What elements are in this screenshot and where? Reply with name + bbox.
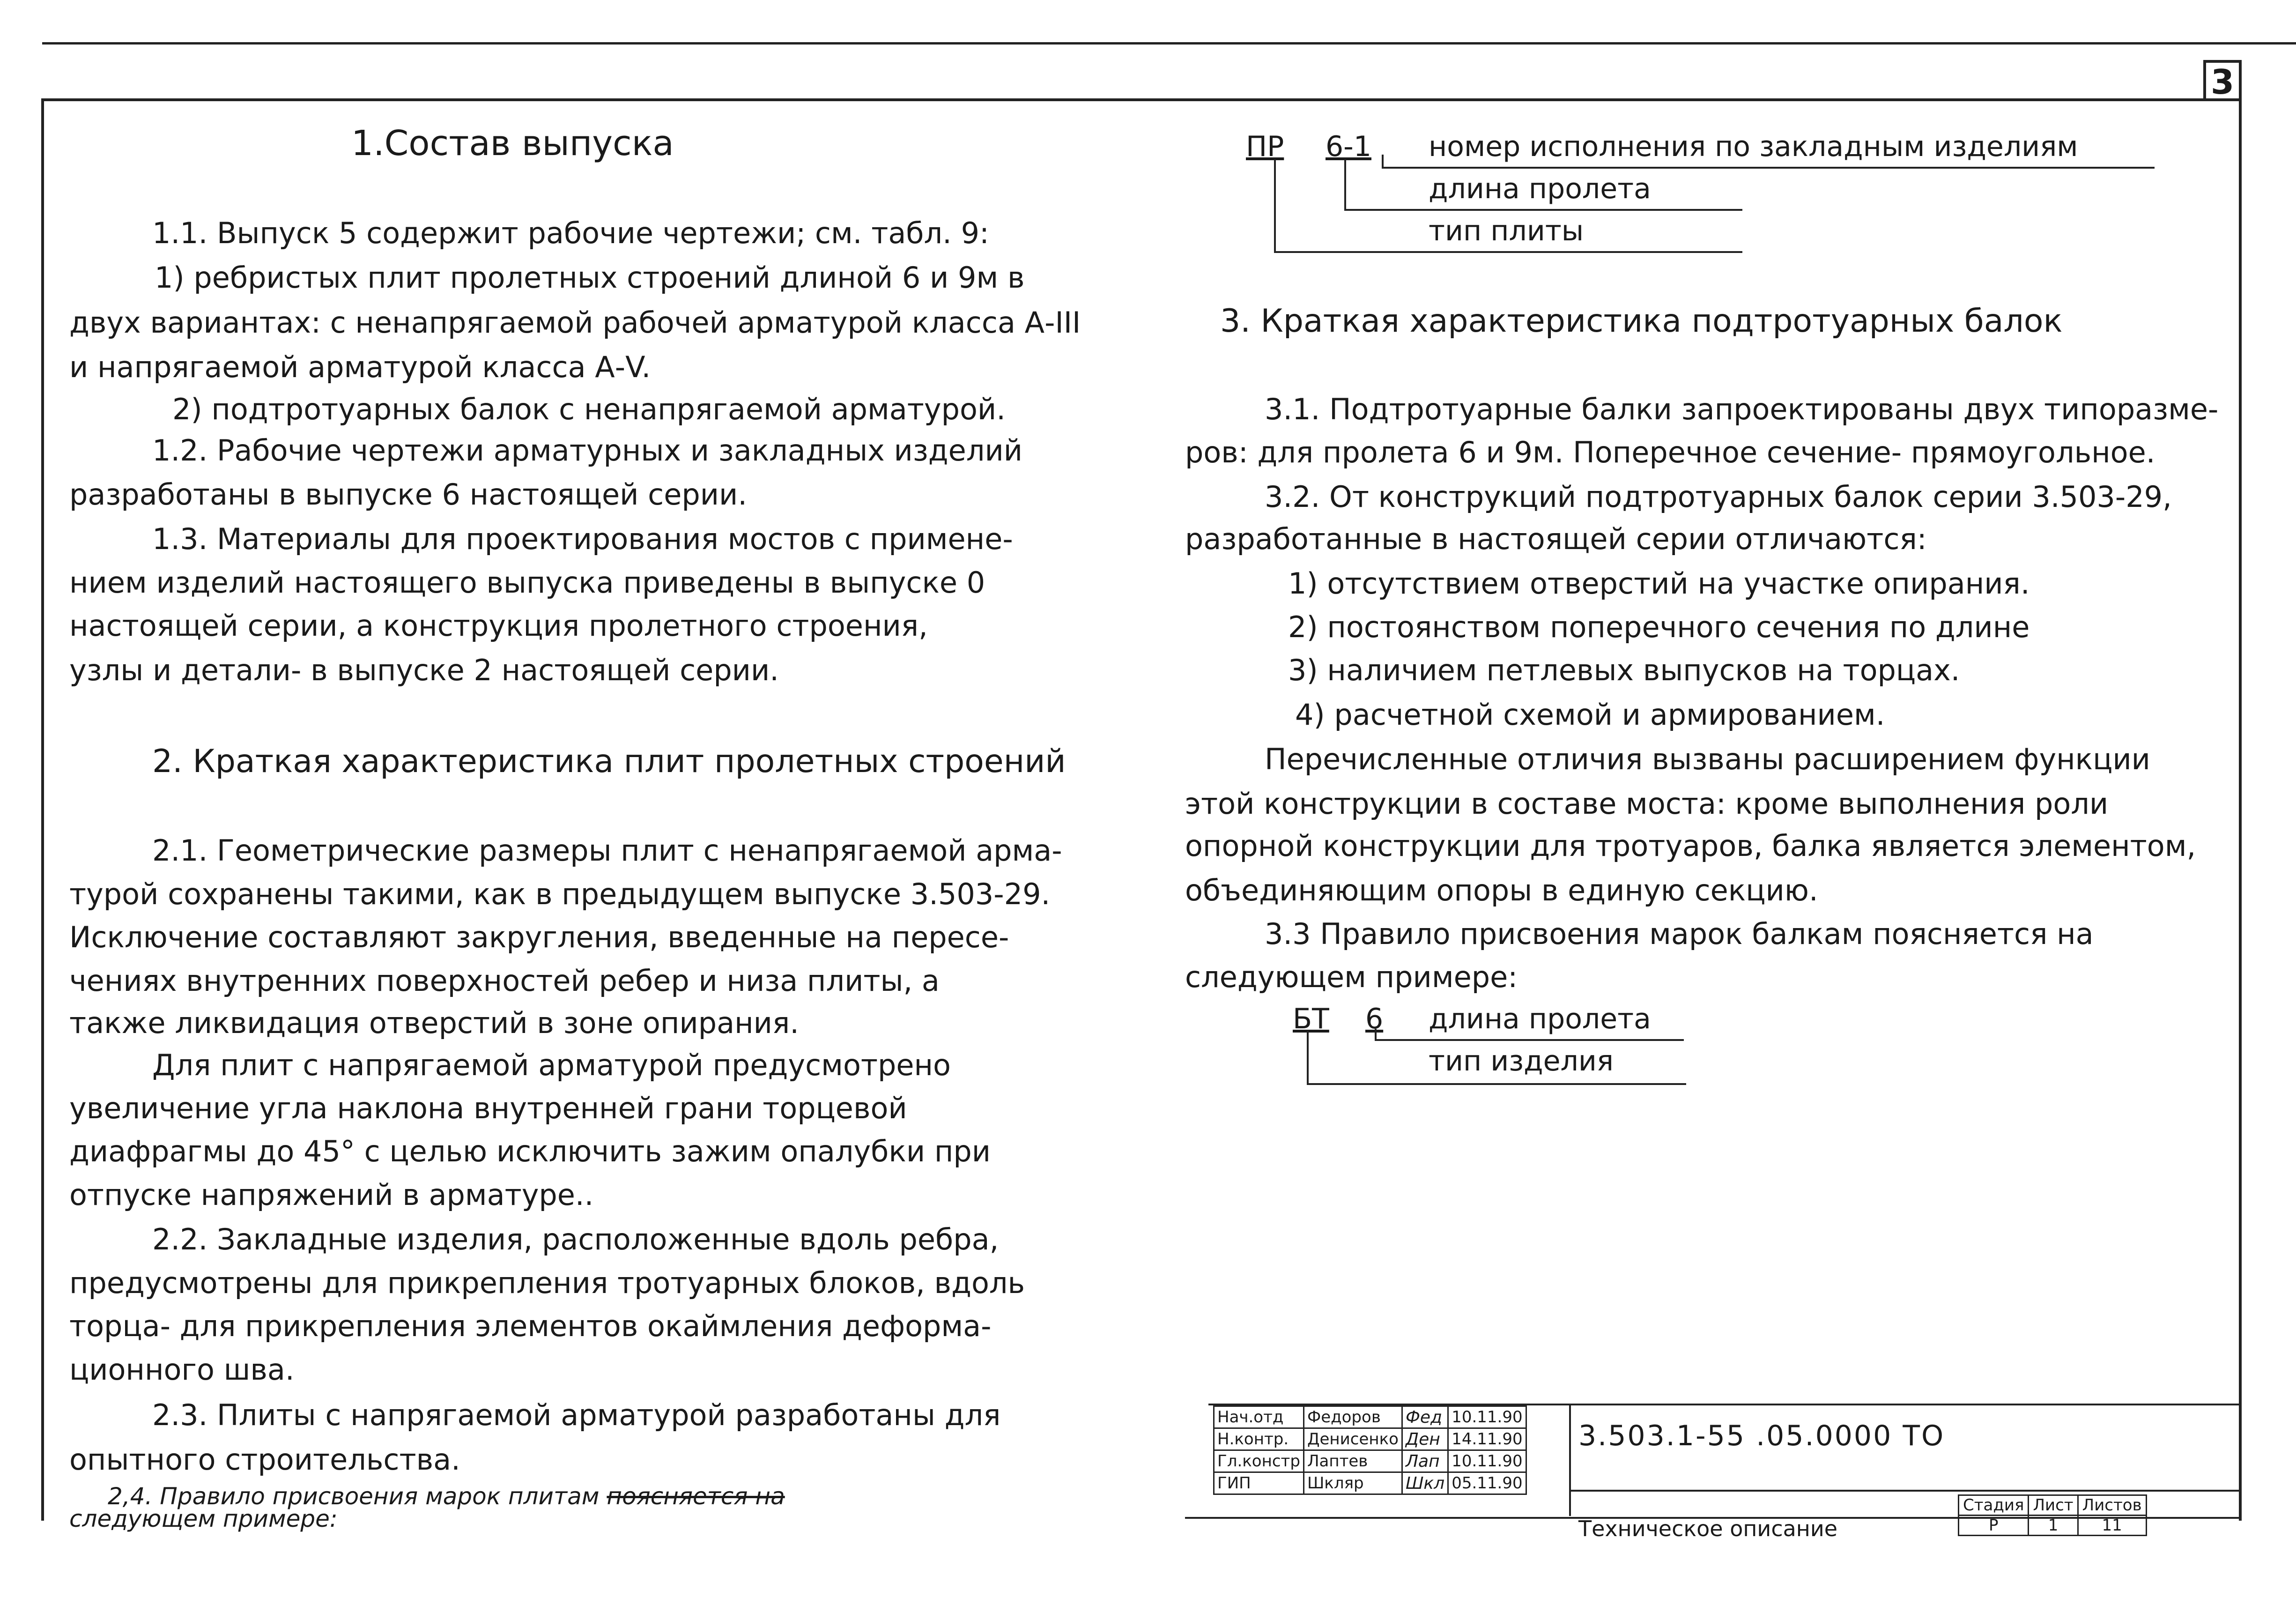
scheme-line <box>1375 1029 1377 1039</box>
paragraph-line: 4) расчетной схемой и армированием. <box>1295 698 1885 732</box>
plate-mark-label: номер исполнения по закладным изделиям <box>1429 130 2078 163</box>
role-cell: Гл.констр <box>1214 1450 1304 1472</box>
note-struck-text: поясняется на <box>607 1483 785 1510</box>
paragraph-line: 2.2. Закладные изделия, расположенные вдоль ребра, <box>152 1222 999 1256</box>
paragraph-line: ров: для пролета 6 и 9м. Поперечное сечение- прямоугольное. <box>1185 435 2155 469</box>
scheme-line <box>1307 1083 1686 1085</box>
paragraph-line: 3.3 Правило присвоения марок балкам поясняется на <box>1265 917 2094 951</box>
paragraph-line: Для плит с напрягаемой арматурой предусмотрено <box>152 1048 951 1082</box>
document-code: 3.503.1-55 .05.0000 ТО <box>1578 1419 1945 1452</box>
paragraph-line: 2) постоянством поперечного сечения по длине <box>1288 610 2030 644</box>
paragraph-line: двух вариантах: с ненапрягаемой рабочей арматурой класса А-III <box>69 305 1081 340</box>
paragraph-line: 2.3. Плиты с напрягаемой арматурой разработаны для <box>152 1398 1001 1432</box>
section-3-title: 3. Краткая характеристика подтротуарных балок <box>1220 303 2063 340</box>
sheets-value: 11 <box>2078 1516 2146 1536</box>
paragraph-line: предусмотрены для прикрепления тротуарных блоков, вдоль <box>69 1266 1025 1300</box>
paragraph-line: опорной конструкции для тротуаров, балка является элементом, <box>1185 829 2196 863</box>
paragraph-line: турой сохранены такими, как в предыдущем выпуске 3.503-29. <box>69 877 1051 911</box>
scheme-line <box>1382 167 2155 169</box>
date-cell: 10.11.90 <box>1448 1450 1526 1472</box>
paragraph-line: этой конструкции в составе моста: кроме выполнения роли <box>1185 787 2109 821</box>
document-description: Техническое описание <box>1578 1516 1838 1541</box>
paragraph-line: 1) ребристых плит пролетных строений длиной 6 и 9м в <box>155 260 1025 295</box>
paragraph-line: объединяющим опоры в единую секцию. <box>1185 873 1818 907</box>
signature-cell: Шкл <box>1402 1472 1448 1494</box>
paragraph-line: разработанные в настоящей серии отличаются: <box>1185 522 1927 556</box>
sheet-header: Лист <box>2029 1495 2078 1516</box>
date-cell: 14.11.90 <box>1448 1428 1526 1450</box>
paragraph-line: Исключение составляют закругления, введенные на пересе- <box>69 920 1009 954</box>
stage-header: Стадия <box>1959 1495 2029 1516</box>
sheet-number: 3 <box>2203 60 2242 101</box>
date-cell: 10.11.90 <box>1448 1406 1526 1428</box>
signature-cell: Ден <box>1402 1428 1448 1450</box>
name-cell: Денисенко <box>1304 1428 1402 1450</box>
paragraph-line: опытного строительства. <box>69 1442 460 1477</box>
stage-sheet-table <box>1958 1494 2147 1536</box>
paragraph-line: торца- для прикрепления элементов окаймления деформа- <box>69 1309 992 1343</box>
paragraph-line: 1.3. Материалы для проектирования мостов с примене- <box>152 522 1013 556</box>
paragraph-line: отпуске напряжений в арматуре.. <box>69 1178 594 1212</box>
beam-mark-part-2: 6 <box>1365 1003 1384 1035</box>
beam-mark-label: длина пролета <box>1429 1003 1651 1035</box>
name-cell: Шкляр <box>1304 1472 1402 1494</box>
signature-cell: Фед <box>1402 1406 1448 1428</box>
scheme-line <box>1307 1031 1309 1083</box>
scheme-line <box>1375 1039 1684 1041</box>
paragraph-line: узлы и детали- в выпуске 2 настоящей серии. <box>69 653 779 687</box>
scheme-line <box>1344 159 1346 209</box>
paragraph-line: 1.1. Выпуск 5 содержит рабочие чертежи; см. табл. 9: <box>152 216 989 250</box>
paragraph-line: 3.2. От конструкций подтротуарных балок серии 3.503-29, <box>1265 480 2172 514</box>
paragraph-line: 2.1. Геометрические размеры плит с ненапрягаемой арма- <box>152 833 1062 868</box>
signature-row <box>1214 1428 1526 1450</box>
section-2-title: 2. Краткая характеристика плит пролетных строений <box>152 743 1066 780</box>
paragraph-line: следующем примере: <box>1185 960 1518 994</box>
top-border-line <box>42 42 2296 45</box>
paragraph-line: настоящей серии, а конструкция пролетного строения, <box>69 609 928 643</box>
scheme-line <box>1274 159 1276 251</box>
name-cell: Федоров <box>1304 1406 1402 1428</box>
paragraph-line: Перечисленные отличия вызваны расширением функции <box>1265 742 2150 776</box>
date-cell: 05.11.90 <box>1448 1472 1526 1494</box>
paragraph-line: диафрагмы до 45° с целью исключить зажим опалубки при <box>69 1134 991 1168</box>
note-text: 2,4. Правило присвоения марок плитам <box>108 1483 600 1510</box>
title-block-line <box>1569 1490 2239 1492</box>
name-cell: Лаптев <box>1304 1450 1402 1472</box>
beam-mark-part-1: БТ <box>1293 1003 1329 1035</box>
paragraph-line: нием изделий настоящего выпуска приведены в выпуске 0 <box>69 565 985 600</box>
note-line: следующем примере: <box>69 1505 338 1532</box>
section-1-title: 1.Состав выпуска <box>351 123 674 163</box>
plate-mark-part-1: ПР <box>1246 130 1284 163</box>
paragraph-line: чениях внутренних поверхностей ребер и низа плиты, а <box>69 964 940 998</box>
title-block-divider <box>1569 1404 1571 1516</box>
paragraph-line: 1) отсутствием отверстий на участке опирания. <box>1288 566 2030 601</box>
paragraph-line: 3.1. Подтротуарные балки запроектированы двух типоразме- <box>1265 392 2219 426</box>
paragraph-line: также ликвидация отверстий в зоне опирания. <box>69 1006 799 1040</box>
paragraph-line: 1.2. Рабочие чертежи арматурных и закладных изделий <box>152 433 1023 468</box>
plate-mark-label: длина пролета <box>1429 172 1651 205</box>
paragraph-line: ционного шва. <box>69 1352 295 1387</box>
role-cell: ГИП <box>1214 1472 1304 1494</box>
paragraph-line: разработаны в выпуске 6 настоящей серии. <box>69 477 748 512</box>
paragraph-line: 2) подтротуарных балок с ненапрягаемой арматурой. <box>172 392 1006 426</box>
paragraph-line: и напрягаемой арматурой класса А-V. <box>69 350 651 384</box>
plate-mark-part-2: 6-1 <box>1326 130 1371 163</box>
beam-mark-label: тип изделия <box>1429 1045 1614 1077</box>
paragraph-line: 3) наличием петлевых выпусков на торцах. <box>1288 653 1960 687</box>
stage-value: Р <box>1959 1516 2029 1536</box>
role-cell: Нач.отд <box>1214 1406 1304 1428</box>
signature-row <box>1214 1406 1526 1428</box>
scheme-line <box>1274 251 1742 253</box>
sheets-header: Листов <box>2078 1495 2146 1516</box>
title-block-signatures <box>1213 1405 1527 1495</box>
sheet-value: 1 <box>2029 1516 2078 1536</box>
signature-row <box>1214 1472 1526 1494</box>
scheme-line <box>1382 155 1384 167</box>
scheme-line <box>1344 209 1742 211</box>
paragraph-line: увеличение угла наклона внутренней грани торцевой <box>69 1091 907 1125</box>
signature-cell: Лап <box>1402 1450 1448 1472</box>
signature-row <box>1214 1450 1526 1472</box>
plate-mark-label: тип плиты <box>1429 215 1584 247</box>
role-cell: Н.контр. <box>1214 1428 1304 1450</box>
